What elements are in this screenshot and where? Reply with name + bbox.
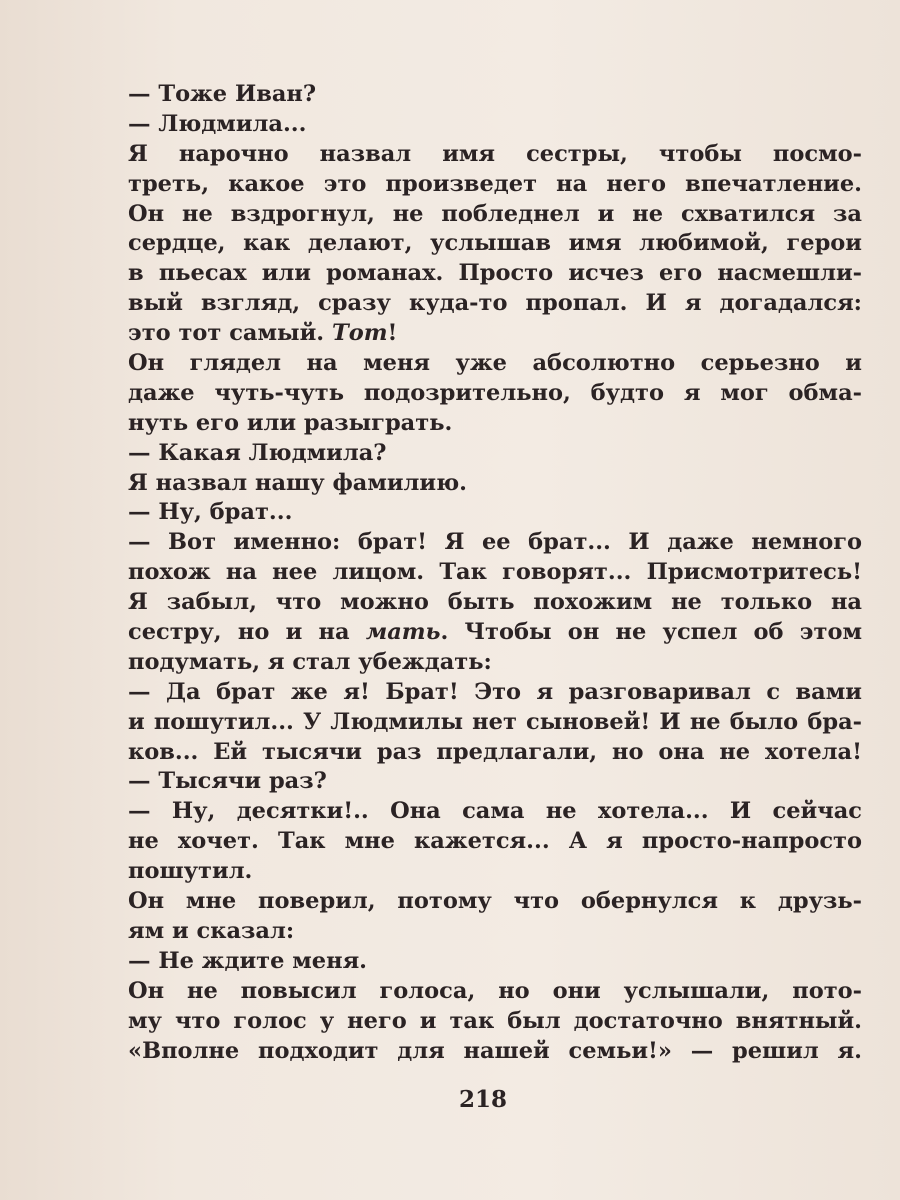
text-line [128, 708, 862, 738]
italic-text: мать [365, 619, 441, 646]
text-line [128, 767, 862, 797]
text-segment: — Тысячи раз? [128, 768, 327, 795]
text-segment: нуть его или разыграть. [128, 409, 453, 436]
text-segment: это тот самый. [128, 320, 332, 347]
text-segment: — Какая Людмила? [128, 439, 387, 466]
text-line [128, 797, 862, 827]
text-line [128, 259, 862, 289]
text-segment: — Не ждите меня. [128, 947, 368, 974]
text-line [128, 528, 862, 558]
text-segment: ! [387, 320, 398, 347]
text-segment: Я забыл, что можно быть похожим не только на [128, 589, 862, 616]
text-line [128, 1037, 862, 1067]
text-line [128, 80, 862, 110]
text-segment: сердце, как делают, услышав имя любимой, герои [128, 230, 862, 257]
text-line [128, 200, 862, 230]
text-segment: — Да брат же я! Брат! Это я разговаривал с вами [128, 678, 862, 705]
text-line [128, 349, 862, 379]
text-line [128, 319, 862, 349]
text-segment: Я назвал нашу фамилию. [128, 469, 468, 496]
italic-text: Тот [331, 320, 388, 347]
text-segment: Он глядел на меня уже абсолютно серьезно и [128, 350, 862, 377]
text-segment: треть, какое это произведет на него впечатление. [128, 170, 862, 197]
text-line [128, 289, 862, 319]
text-segment: му что голос у него и так был достаточно внятный. [128, 1007, 862, 1034]
text-segment: похож на нее лицом. Так говорят... Присмотритесь! [128, 559, 862, 586]
text-line [128, 917, 862, 947]
text-segment: «Вполне подходит для нашей семьи!» — решил я. [128, 1037, 862, 1064]
text-segment: ков... Ей тысячи раз предлагали, но она не хотела! [128, 738, 862, 765]
text-line [128, 558, 862, 588]
text-segment: вый взгляд, сразу куда-то пропал. И я догадался: [128, 290, 862, 317]
text-line [128, 469, 862, 499]
text-segment: подумать, я стал убеждать: [128, 648, 492, 675]
text-segment: — Вот именно: брат! Я ее брат... И даже немного [128, 529, 862, 556]
text-line [128, 857, 862, 887]
text-line [128, 498, 862, 528]
text-segment: — Тоже Иван? [128, 81, 317, 107]
text-line [128, 439, 862, 469]
text-line [128, 827, 862, 857]
text-segment: сестру, но и на [128, 619, 366, 646]
text-line [128, 1007, 862, 1037]
text-segment: не хочет. Так мне кажется... А я просто-напросто [128, 828, 862, 855]
text-segment: — Ну, брат... [128, 499, 293, 526]
text-segment: Я нарочно назвал имя сестры, чтобы посмо- [128, 140, 862, 167]
text-segment: и пошутил... У Людмилы нет сыновей! И не было бра- [128, 708, 862, 735]
text-line [128, 738, 862, 768]
text-segment: Он мне поверил, потому что обернулся к друзь- [128, 888, 862, 915]
text-line [128, 887, 862, 917]
text-segment: — Людмила... [128, 110, 307, 137]
text-segment: ям и сказал: [128, 917, 295, 944]
text-line [128, 170, 862, 200]
text-line [128, 140, 862, 170]
text-line [128, 648, 862, 678]
text-line [128, 588, 862, 618]
text-line [128, 947, 862, 977]
text-segment: в пьесах или романах. Просто исчез его насмешли- [128, 260, 862, 287]
text-segment: Он не повысил голоса, но они услышали, пото- [128, 977, 862, 1004]
text-segment: даже чуть-чуть подозрительно, будто я мог обма- [128, 379, 862, 406]
text-line [128, 678, 862, 708]
text-segment: Он не вздрогнул, не побледнел и не схватился за [128, 200, 862, 227]
page-number: 218 [458, 1086, 507, 1113]
page-body-text [128, 80, 862, 1066]
text-line [128, 379, 862, 409]
text-segment: — Ну, десятки!.. Она сама не хотела... И сейчас [128, 798, 862, 825]
text-line [128, 977, 862, 1007]
text-line [128, 110, 862, 140]
text-line [128, 409, 862, 439]
text-segment: . Чтобы он не успел об этом [440, 619, 862, 646]
text-line [128, 229, 862, 259]
text-line [128, 618, 862, 648]
text-segment: пошутил. [128, 858, 253, 885]
